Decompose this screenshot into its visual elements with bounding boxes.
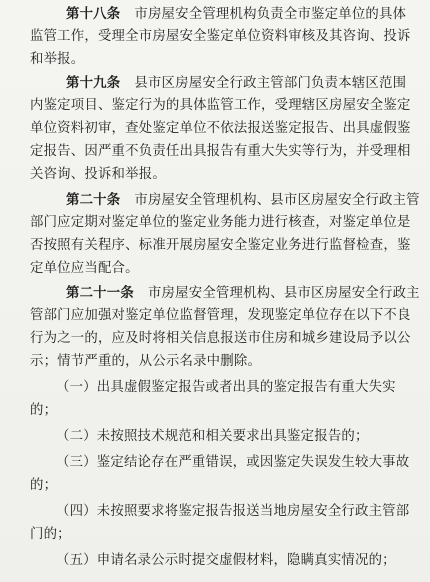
list-item-5	[56, 551, 396, 571]
list-item-continuation: 门的；	[30, 527, 71, 542]
list-item-text: 未按照技术规范和相关要求出具鉴定报告的；	[96, 429, 369, 444]
list-item-marker: （二）	[56, 429, 97, 444]
list-item-marker: （五）	[56, 553, 97, 568]
article-line: 和举报。	[30, 52, 85, 67]
list-item-continuation: 的；	[30, 478, 58, 493]
article-heading: 第二十一条	[66, 285, 134, 301]
article-line: 关咨询、投诉和举报。	[30, 167, 166, 182]
list-item-4	[56, 502, 409, 522]
article-line: 定报告、因严重不负责任出具报告有重大失实等行为，并受理相	[30, 144, 411, 159]
list-item-marker: （一）	[56, 380, 97, 395]
list-item-marker: （四）	[56, 504, 97, 519]
article-text: 市房屋安全管理机构负责全市鉴定单位的具体	[134, 7, 407, 22]
article-line: 管部门应加强对鉴定单位监督管理，发现鉴定单位存在以下不良	[30, 308, 411, 323]
article-21-first-line	[66, 283, 420, 303]
article-line: 否按照有关程序、标准开展房屋安全鉴定业务进行监督检查，鉴	[30, 238, 411, 253]
article-line: 行为之一的，应及时将相关信息报送市住房和城乡建设局予以公	[30, 331, 411, 346]
list-item-continuation: 的；	[30, 403, 58, 418]
article-line: 部门应定期对鉴定单位的鉴定业务能力进行核查，对鉴定单位是	[30, 215, 411, 230]
article-line: 单位资料初审，查处鉴定单位不依法报送鉴定报告、出具虚假鉴	[30, 121, 411, 136]
list-item-2	[56, 427, 369, 447]
list-item-3	[56, 453, 409, 473]
list-item-text: 出具虚假鉴定报告或者出具的鉴定报告有重大失实	[96, 380, 396, 395]
article-text: 市房屋安全管理机构、县市区房屋安全行政主管	[134, 193, 420, 208]
list-item-text: 鉴定结论存在严重错误，或因鉴定失误发生较大事故	[96, 455, 410, 470]
article-heading: 第二十条	[66, 192, 121, 208]
article-line: 定单位应当配合。	[30, 261, 139, 276]
article-18-first-line	[66, 4, 406, 24]
list-item-marker: （三）	[56, 455, 97, 470]
list-item-1	[56, 378, 396, 398]
article-text: 市房屋安全管理机构、县市区房屋安全行政主	[147, 286, 420, 301]
list-item-text: 申请名录公示时提交虚假材料，隐瞒真实情况的；	[96, 553, 396, 568]
article-text: 县市区房屋安全行政主管部门负责本辖区范围	[134, 76, 407, 91]
article-heading: 第十八条	[66, 6, 121, 22]
article-line: 内鉴定项目、鉴定行为的具体监管工作，受理辖区房屋安全鉴定	[30, 98, 411, 113]
article-19-first-line	[66, 73, 406, 93]
list-item-text: 未按照要求将鉴定报告报送当地房屋安全行政主管部	[96, 504, 410, 519]
article-20-first-line	[66, 190, 420, 210]
article-line: 示；情节严重的，从公示名录中删除。	[30, 354, 262, 369]
article-heading: 第十九条	[66, 75, 121, 91]
article-line: 监管工作，受理全市房屋安全鉴定单位资料审核及其咨询、投诉	[30, 29, 411, 44]
